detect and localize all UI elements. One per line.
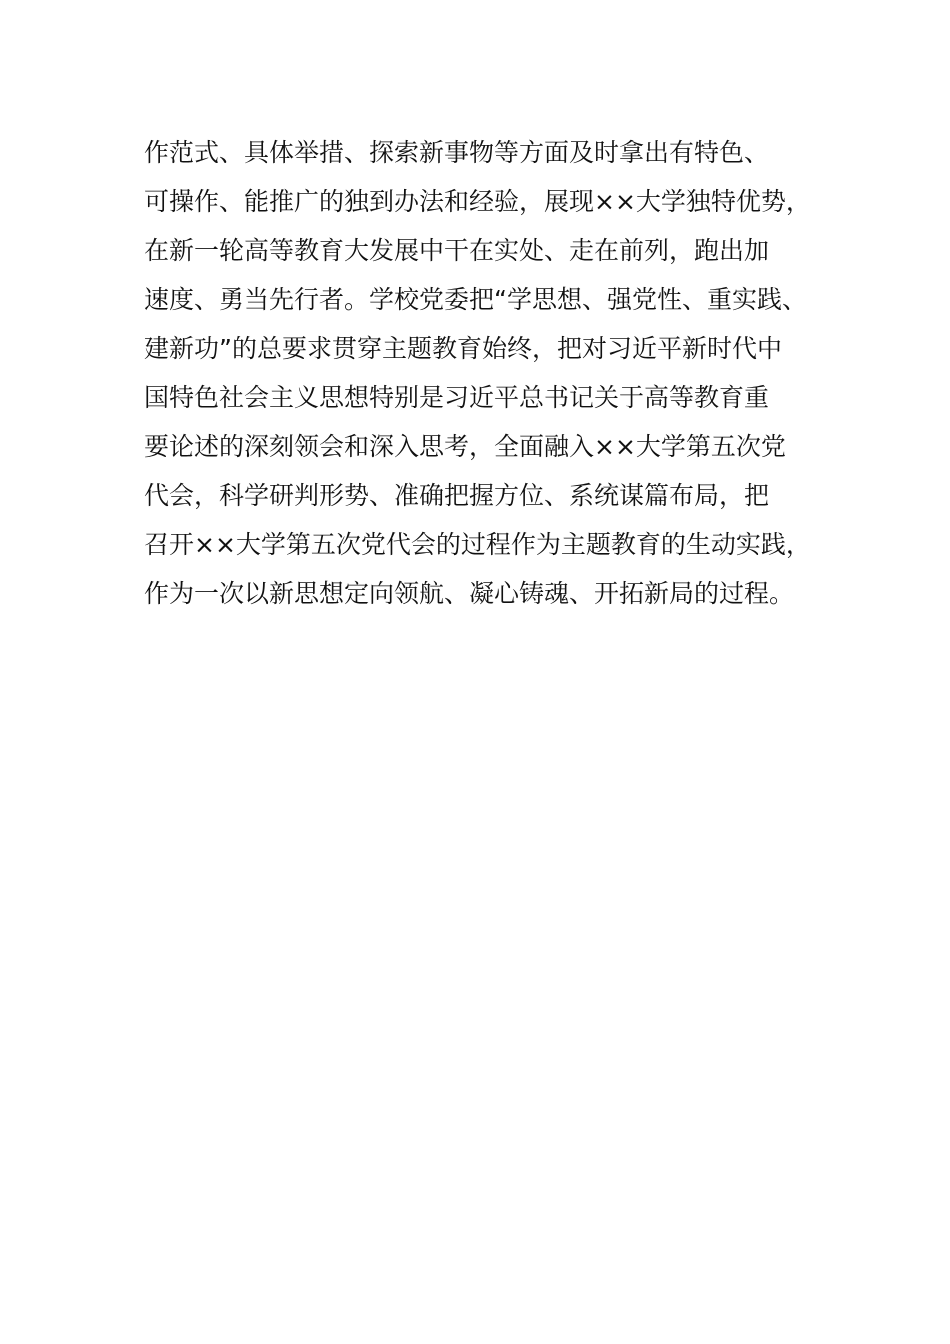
paragraph-line: 作范式、具体举措、探索新事物等方面及时拿出有特色、 <box>144 138 770 167</box>
paragraph-line: 代会，科学研判形势、准确把握方位、系统谋篇布局，把 <box>144 481 770 510</box>
paragraph-line: 可操作、能推广的独到办法和经验，展现××大学独特优势， <box>144 187 811 216</box>
paragraph-line: 召开××大学第五次党代会的过程作为主题教育的生动实践， <box>144 530 811 559</box>
paragraph-line: 作为一次以新思想定向领航、凝心铸魂、开拓新局的过程。 <box>144 579 795 608</box>
paragraph-line: 在新一轮高等教育大发展中干在实处、走在前列，跑出加 <box>144 236 770 265</box>
paragraph-line: 要论述的深刻领会和深入思考，全面融入××大学第五次党 <box>144 432 786 461</box>
paragraph-line: 建新功”的总要求贯穿主题教育始终，把对习近平新时代中 <box>144 334 782 363</box>
body-paragraph <box>144 128 844 618</box>
paragraph-line: 国特色社会主义思想特别是习近平总书记关于高等教育重 <box>144 383 770 412</box>
paragraph-line: 速度、勇当先行者。学校党委把“学思想、强党性、重实践、 <box>144 285 807 314</box>
